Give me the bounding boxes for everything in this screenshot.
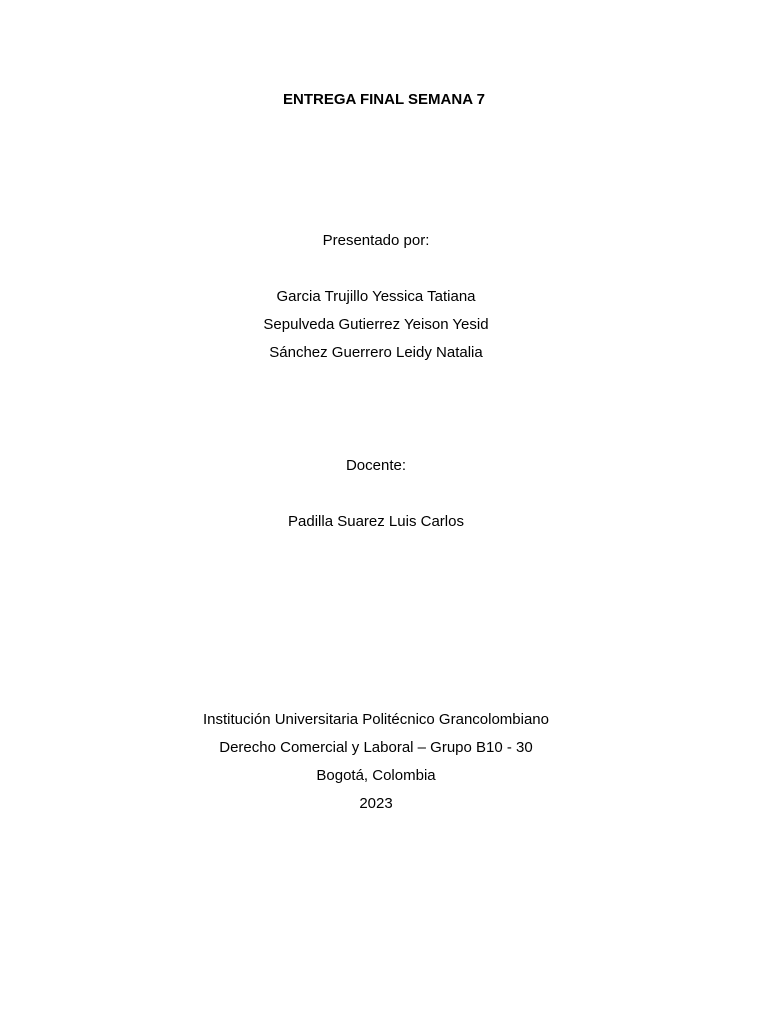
institution-name: Institución Universitaria Politécnico Grancolombiano: [203, 711, 549, 728]
teacher-label: Docente:: [345, 457, 407, 474]
teacher-name: Padilla Suarez Luis Carlos: [288, 513, 464, 530]
location: Bogotá, Colombia: [316, 767, 436, 784]
year: 2023: [359, 795, 393, 812]
author-name: Garcia Trujillo Yessica Tatiana: [276, 288, 476, 305]
course-name: Derecho Comercial y Laboral – Grupo B10 - 30: [219, 739, 533, 756]
author-name: Sepulveda Gutierrez Yeison Yesid: [263, 316, 489, 333]
author-name: Sánchez Guerrero Leidy Natalia: [269, 344, 483, 361]
presented-by-label: Presentado por:: [322, 232, 430, 249]
document-title: ENTREGA FINAL SEMANA 7: [283, 91, 485, 108]
